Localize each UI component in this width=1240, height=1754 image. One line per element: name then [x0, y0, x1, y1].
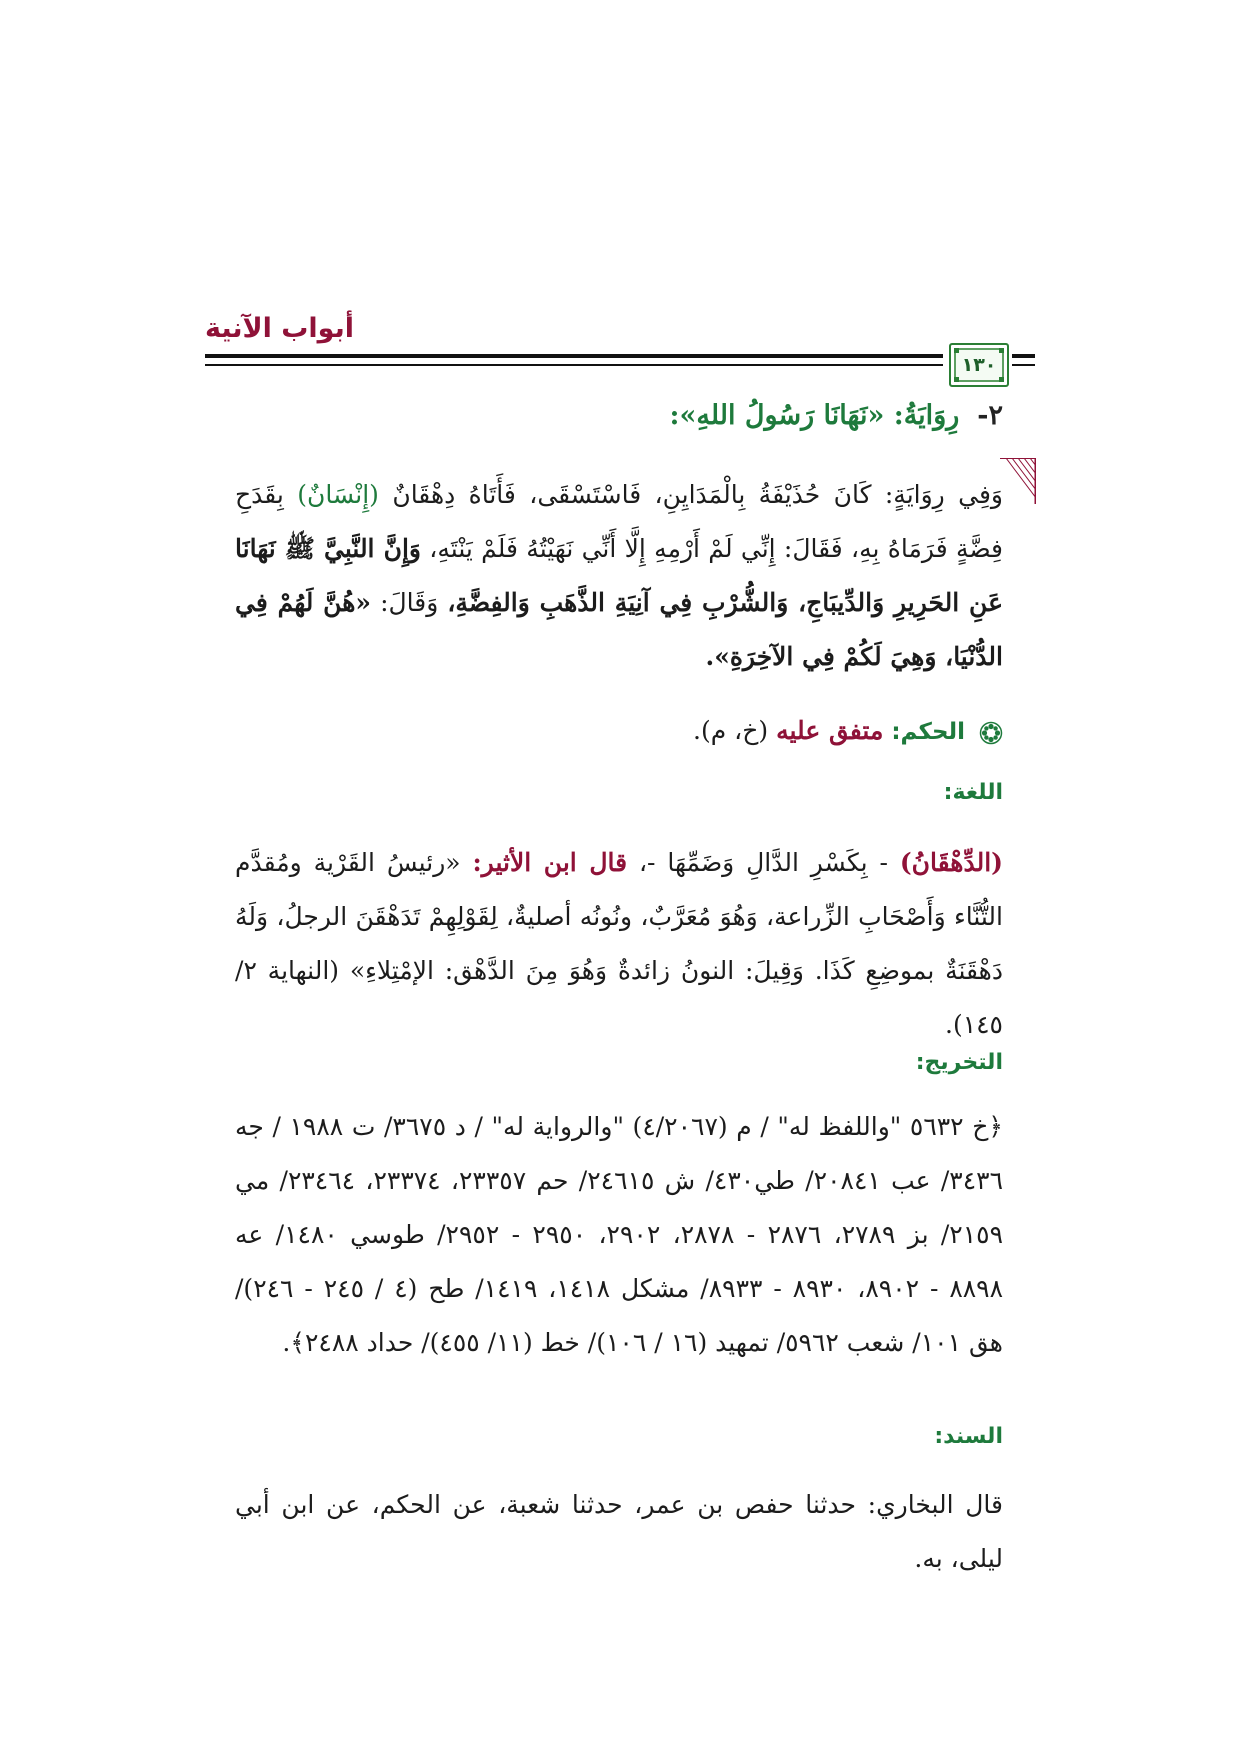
sanad-heading: السند: — [934, 1424, 1003, 1449]
ruling-line — [693, 716, 1003, 745]
takhrij-heading: التخريج: — [915, 1050, 1003, 1075]
hadith-said: وَقَالَ: — [380, 588, 439, 617]
takhrij-text: ﴿خ ٥٦٣٢ "واللفظ له" / م (٤/٢٠٦٧) "والرواية له" / د ٣٦٧٥/ ت ١٩٨٨ / جه ٣٤٣٦/ عب ٢٠٨٤١/ طي٤٣٠/ ش ٢٤٦١٥/ حم ٢٣٣٥٧، ٢٣٣٧٤، ٢٣٤٦٤/ مي ٢١٥٩/ بز ٢٧٨٩، ٢٨٧٦ - ٢٨٧٨، ٢٩٠٢، ٢٩٥٠ - ٢٩٥٢/ طوسي ١٤٨٠/ عه ٨٨٩٨ - ٨٩٠٢، ٨٩٣٠ - ٨٩٣٣/ مشكل ١٤١٨، ١٤١٩/ طح (٤ / ٢٤٥ - ٢٤٦)/ هق ١٠١/ شعب ٥٩٦٢/ تمهيد (١٦ / ١٠٦)/ خط (١١/ ٤٥٥)/ حداد ٢٤٨٨﴾. — [235, 1112, 1004, 1357]
header-rule-right — [1012, 354, 1035, 358]
language-definition: «رئيسُ القَرْية ومُقدَّم التُّنَّاء وَأَصْحَابِ الزِّراعة، وَهُوَ مُعَرَّبٌ، ونُونُه أصليةٌ، لِقَوْلِهِمْ تَدَهْقَنَ الرجلُ، وَلَهُ دَهْقَنَةٌ بموضِعِ كَذَا. وَقِيلَ: النونُ زائدةٌ وَهُوَ مِنَ الدَّهْق: الإمْتِلاءِ» (النهاية ٢/ ١٤٥). — [235, 848, 1003, 1039]
sanad-text: قال البخاري: حدثنا حفص بن عمر، حدثنا شعبة، عن الحكم، عن ابن أبي ليلى، به. — [235, 1490, 1003, 1573]
hadith-body: بِقَدَحِ فِضَّةٍ فَرَمَاهُ بِهِ، فَقَالَ: إِنِّي لَمْ أَرْمِهِ إِلَّا أَنِّي نَهَيْتُهُ فَلَمْ يَنْتَهِ، — [235, 480, 1003, 563]
running-title: أبواب الآنية — [205, 313, 355, 344]
flower-icon — [979, 721, 1003, 745]
language-heading: اللغة: — [943, 780, 1003, 805]
language-text — [235, 836, 1003, 1052]
hadith-quote-prophet: وَإِنَّ النَّبِيَّ ﷺ نَهَانَا عَنِ الحَرِيرِ وَالدِّيبَاجِ، وَالشُّرْبِ فِي آنِيَةِ الذَّهَبِ وَالفِضَّةِ، — [235, 534, 1003, 617]
section-title: رِوَايَةُ: «نَهَانَا رَسُولُ اللهِ»: — [669, 400, 960, 431]
quote-corner-icon — [1000, 458, 1036, 504]
ruling-sources: (خ، م). — [693, 716, 769, 745]
language-term: (الدِّهْقَانُ) — [899, 848, 1003, 877]
section-heading — [670, 400, 1003, 431]
hadith-insan-gloss: (إِنْسَانٌ) — [297, 480, 379, 509]
hadith-quote-end: «هُنَّ لَهُمْ فِي الدُّنْيَا، وَهِيَ لَكُمْ فِي الآخِرَةِ». — [235, 588, 1003, 671]
ruling-label: الحكم: — [891, 719, 966, 745]
page-badge — [949, 343, 1009, 387]
header-rule-right-thin — [1012, 364, 1035, 366]
page-number: ١٣٠ — [961, 354, 997, 376]
header-rule-left-thin — [205, 364, 943, 366]
section-number: ٢- — [977, 400, 1003, 431]
language-pronunciation: - بِكَسْرِ الدَّالِ وَضَمِّهَا -، — [638, 848, 888, 877]
language-author: قال ابن الأثير: — [472, 848, 628, 877]
header-rule-left — [205, 354, 943, 358]
ruling-value: متفق عليه — [776, 716, 884, 745]
hadith-intro: وَفِي رِوَايَةٍ: كَانَ حُذَيْفَةُ بِالْمَدَايِنِ، فَاسْتَسْقَى، فَأَتَاهُ دِهْقَانٌ — [392, 480, 1003, 509]
hadith-text — [235, 468, 1003, 684]
